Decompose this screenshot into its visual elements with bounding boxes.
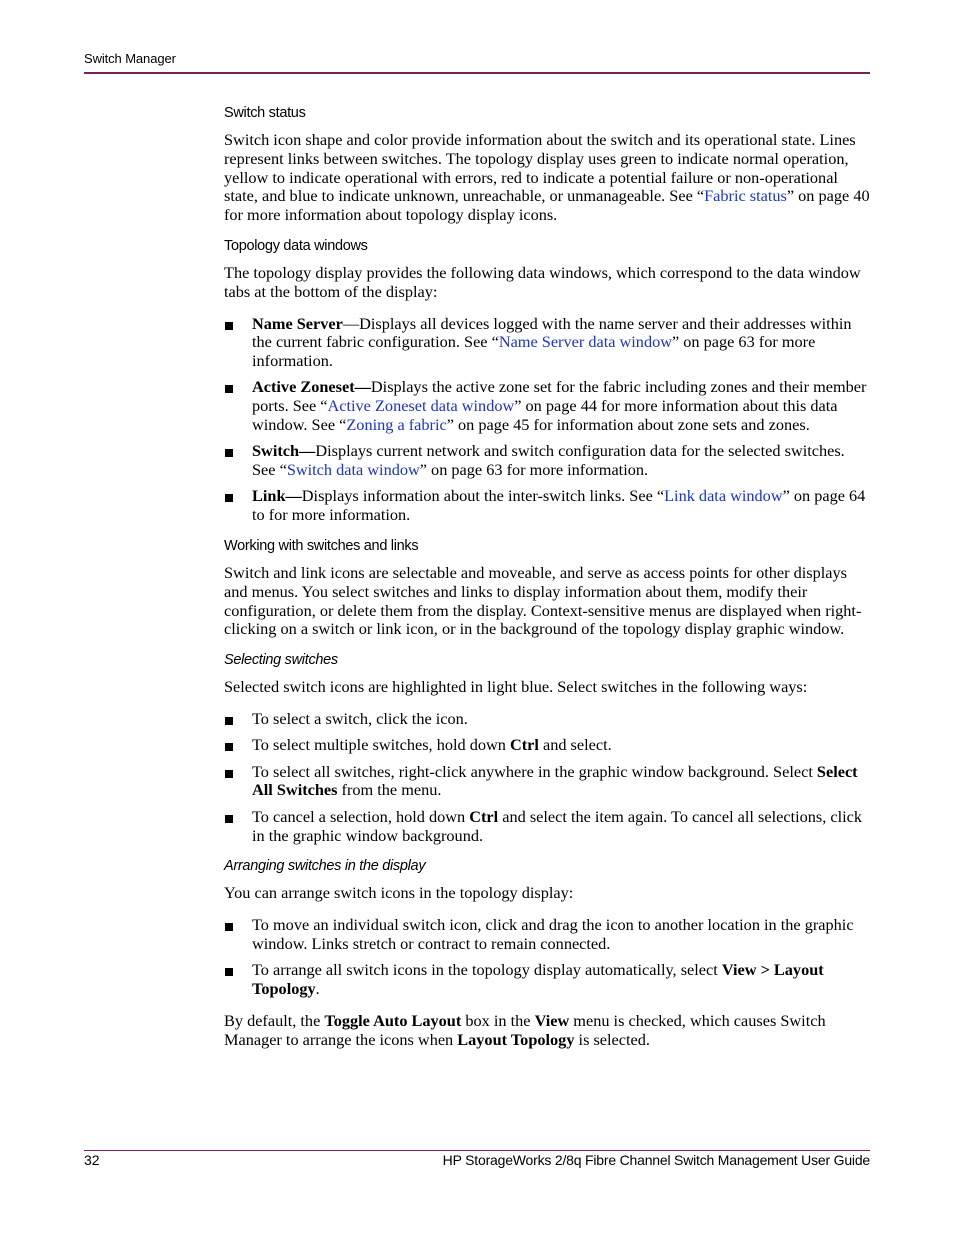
bullet-icon: [225, 449, 233, 457]
ui-term: Ctrl: [469, 806, 499, 826]
text-span: box in the: [461, 1010, 535, 1030]
text-span: and select the item again. To cancel all selections, click in the graphic window background.: [252, 806, 863, 845]
footer-doc-title: HP StorageWorks 2/8q Fibre Channel Switch Management User Guide: [442, 1152, 870, 1168]
bullet-icon: [225, 717, 233, 725]
list-item-name-server: [224, 315, 870, 371]
text-span: from the menu.: [337, 780, 442, 800]
text-span: Displays the active zone set for the fabric including zones and their member ports. See “: [252, 377, 867, 416]
term: Active Zoneset—: [252, 377, 371, 397]
list-item: [224, 961, 870, 999]
list-item: [224, 763, 870, 801]
footer-rule: [84, 1150, 870, 1151]
text-span: ” on page 64 to for more information.: [252, 486, 866, 525]
bullet-icon: [225, 322, 233, 330]
bullet-icon: [225, 815, 233, 823]
heading-arranging-switches: Arranging switches in the display: [224, 858, 426, 875]
list-item: [224, 736, 870, 755]
text-span: To move an individual switch icon, click and drag the icon to another location in the graphic window. Links stretch or contract to remain connected.: [252, 915, 854, 953]
heading-topology-data-windows: Topology data windows: [224, 237, 368, 254]
running-header: Switch Manager: [84, 51, 176, 66]
text-span: ” on page 44 for more information about this data window. See “: [252, 396, 838, 435]
text-span: To arrange all switch icons in the topology display automatically, select: [252, 960, 722, 980]
text-span: —Displays all devices logged with the name server and their addresses within the current fabric configuration. See “: [252, 313, 852, 352]
ui-term: Layout Topology: [457, 1029, 575, 1049]
text-span: To select a switch, click the icon.: [252, 709, 468, 729]
term: Switch—: [252, 441, 316, 461]
selecting-intro-paragraph: Selected switch icons are highlighted in light blue. Select switches in the following ways:: [224, 677, 808, 697]
text-span: To select multiple switches, hold down: [252, 735, 510, 755]
bullet-icon: [225, 923, 233, 931]
link-link-data-window[interactable]: Link data window: [664, 486, 783, 506]
bullet-icon: [225, 743, 233, 751]
text-span: To select all switches, right-click anywhere in the graphic window background. Select: [252, 761, 817, 781]
ui-term: Toggle Auto Layout: [324, 1010, 462, 1030]
link-fabric-status[interactable]: Fabric status: [704, 186, 787, 206]
list-item-switch: [224, 442, 870, 480]
bullet-icon: [225, 494, 233, 502]
bullet-icon: [225, 770, 233, 778]
working-paragraph: Switch and link icons are selectable and moveable, and serve as access points for other displays and menus. You select switches and links to display information about them, modify their configuration, or delete them from the display. Context-sensitive menus are displayed when right-clicking on a switch or link icon, or in the background of the topology display graphic window.: [224, 563, 862, 639]
header-rule: [84, 72, 870, 74]
term: Link—: [252, 486, 302, 506]
bullet-icon: [225, 385, 233, 393]
arranging-intro-paragraph: You can arrange switch icons in the topology display:: [224, 883, 574, 903]
link-active-zoneset-data-window[interactable]: Active Zoneset data window: [327, 396, 515, 416]
ui-term: Select All Switches: [252, 761, 858, 800]
list-item-link: [224, 487, 870, 525]
ui-term: Ctrl: [509, 735, 539, 755]
ui-term: View: [534, 1010, 570, 1030]
topology-intro-paragraph: The topology display provides the following data windows, which correspond to the data window tabs at the bottom of the display:: [224, 262, 861, 301]
switch-status-paragraph: [224, 131, 870, 225]
text-span: ” on page 40 for more information about topology display icons.: [224, 186, 870, 225]
term: Name Server: [252, 313, 343, 333]
text-span: By default, the: [224, 1010, 325, 1030]
page-number: 32: [84, 1152, 100, 1168]
link-zoning-a-fabric[interactable]: Zoning a fabric: [346, 415, 447, 435]
heading-selecting-switches: Selecting switches: [224, 652, 338, 669]
text-span: ” on page 63 for more information.: [252, 332, 816, 371]
text-span: menu is checked, which causes Switch Manager to arrange the icons when: [224, 1010, 826, 1049]
heading-switch-status: Switch status: [224, 105, 306, 121]
page-content: [224, 105, 870, 1062]
text-span: is selected.: [574, 1029, 650, 1049]
text-span: .: [315, 979, 320, 998]
heading-working-with-switches: Working with switches and links: [224, 538, 419, 555]
data-windows-list: [224, 315, 870, 525]
text-span: and select.: [538, 735, 612, 755]
link-name-server-data-window[interactable]: Name Server data window: [498, 332, 672, 352]
text-span: To cancel a selection, hold down: [252, 806, 470, 826]
text-span: Displays current network and switch configuration data for the selected switches. See “: [252, 441, 845, 480]
list-item: [224, 916, 870, 954]
bullet-icon: [225, 968, 233, 976]
list-item-active-zoneset: [224, 378, 870, 434]
link-switch-data-window[interactable]: Switch data window: [286, 460, 420, 480]
list-item: [224, 710, 870, 729]
text-span: ” on page 63 for more information.: [419, 460, 649, 480]
text-span: Switch icon shape and color provide information about the switch and its operational state. Lines represent links between switches. The topology display uses green to indicate normal operation, yellow to indicate operational with errors, red to indicate a potential failure or non-operational state, and blue to indicate unknown, unreachable, or unmanageable. See “: [224, 130, 856, 206]
ui-term: View > Layout Topology: [252, 960, 824, 998]
text-span: Displays information about the inter-switch links. See “: [301, 486, 665, 506]
arranging-closing-paragraph: [224, 1012, 870, 1050]
selecting-list: [224, 710, 870, 845]
list-item: [224, 808, 870, 846]
arranging-list: [224, 916, 870, 999]
text-span: ” on page 45 for information about zone sets and zones.: [446, 415, 810, 435]
